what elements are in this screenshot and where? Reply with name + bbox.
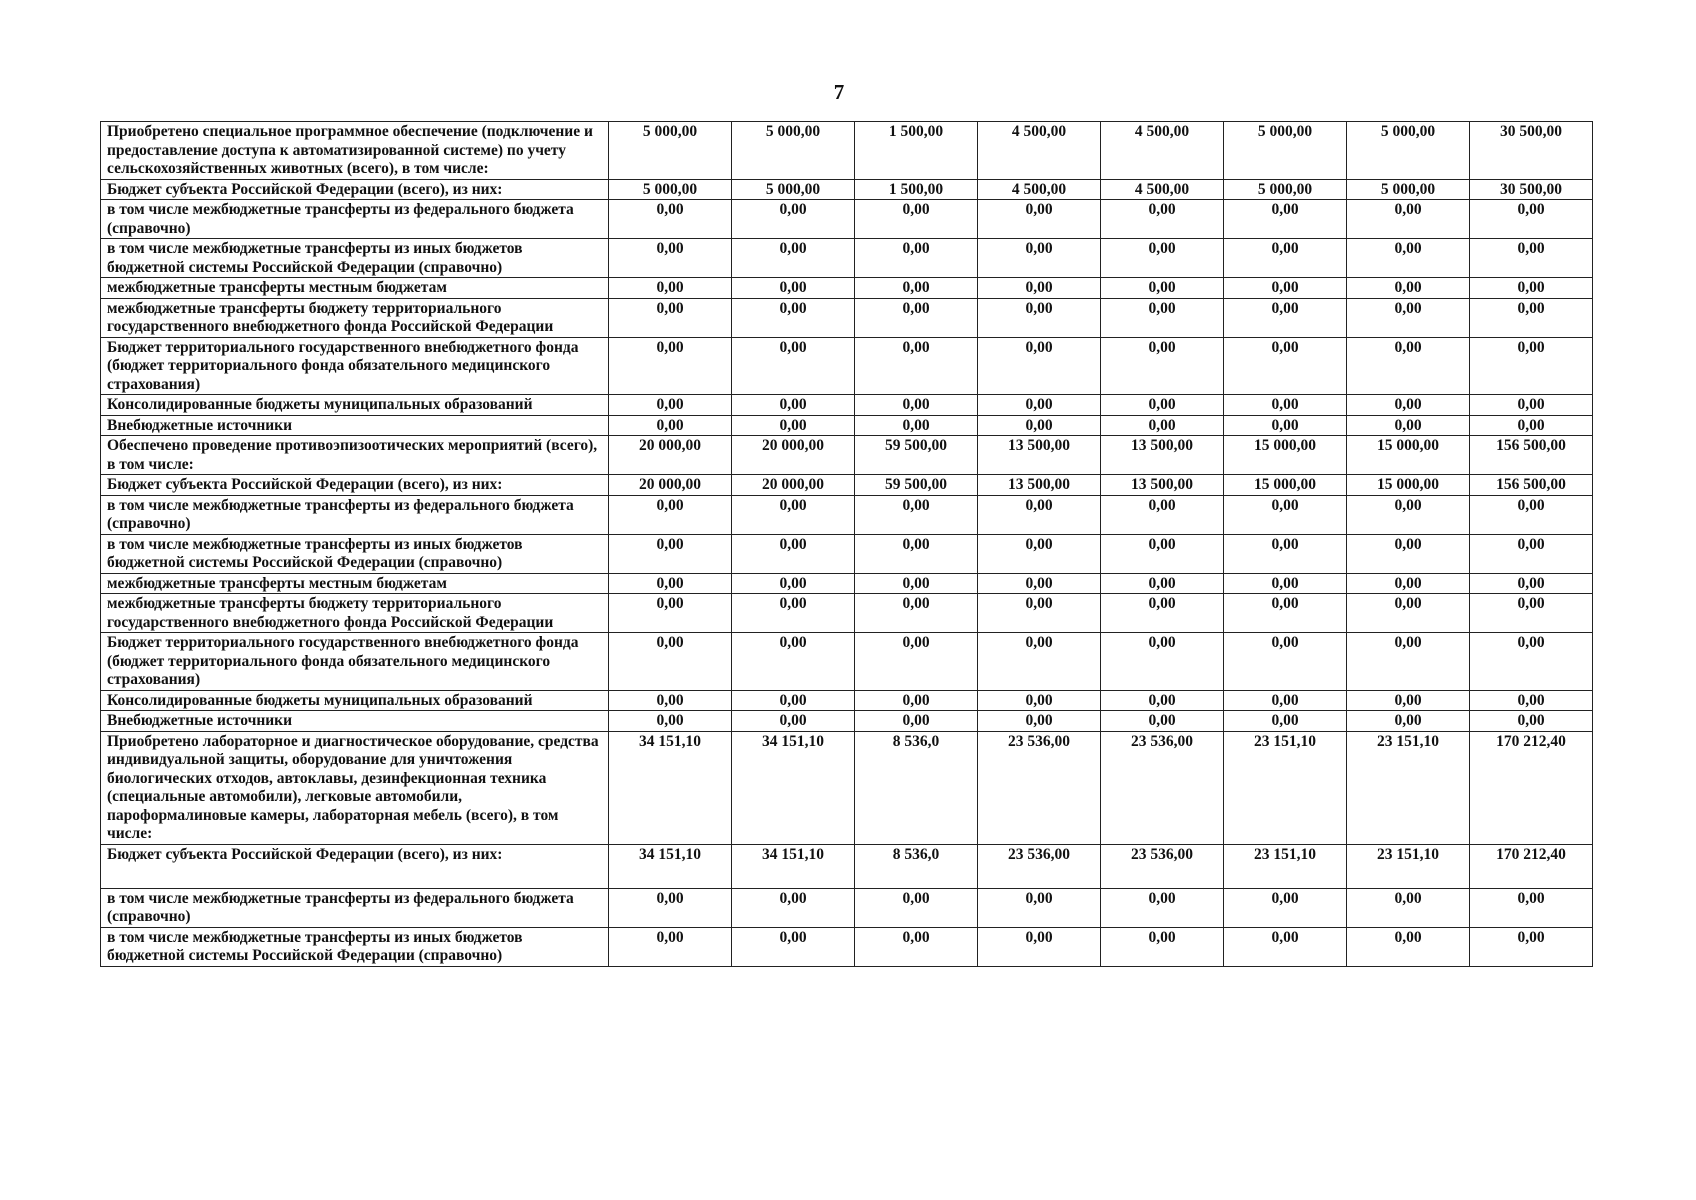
table-row xyxy=(101,122,1593,180)
value-cell: 13 500,00 xyxy=(1101,475,1224,496)
value-cell: 4 500,00 xyxy=(978,122,1101,180)
table-row xyxy=(101,888,1593,927)
value-cell: 0,00 xyxy=(1224,690,1347,711)
row-label: Бюджет субъекта Российской Федерации (всего), из них: xyxy=(101,179,609,200)
value-cell: 0,00 xyxy=(855,337,978,395)
value-cell: 0,00 xyxy=(855,690,978,711)
value-cell: 0,00 xyxy=(1470,711,1593,732)
value-cell: 23 151,10 xyxy=(1224,844,1347,888)
row-label: Внебюджетные источники xyxy=(101,415,609,436)
value-cell: 15 000,00 xyxy=(1347,475,1470,496)
value-cell: 20 000,00 xyxy=(732,475,855,496)
value-cell: 0,00 xyxy=(978,927,1101,966)
row-label: Бюджет территориального государственного внебюджетного фонда (бюджет территориального фонда обязательного медицинского страхования) xyxy=(101,337,609,395)
value-cell: 0,00 xyxy=(1224,633,1347,691)
value-cell: 5 000,00 xyxy=(1224,179,1347,200)
value-cell: 4 500,00 xyxy=(1101,179,1224,200)
value-cell: 0,00 xyxy=(1347,927,1470,966)
budget-table xyxy=(100,121,1593,967)
value-cell: 59 500,00 xyxy=(855,475,978,496)
row-label: в том числе межбюджетные трансферты из иных бюджетов бюджетной системы Российской Федерации (справочно) xyxy=(101,239,609,278)
value-cell: 34 151,10 xyxy=(609,844,732,888)
value-cell: 0,00 xyxy=(855,298,978,337)
table-row xyxy=(101,495,1593,534)
value-cell: 0,00 xyxy=(1470,633,1593,691)
value-cell: 0,00 xyxy=(1101,395,1224,416)
value-cell: 0,00 xyxy=(855,594,978,633)
value-cell: 0,00 xyxy=(732,888,855,927)
row-label: Внебюджетные источники xyxy=(101,711,609,732)
value-cell: 0,00 xyxy=(1470,927,1593,966)
value-cell: 0,00 xyxy=(609,633,732,691)
value-cell: 0,00 xyxy=(1101,415,1224,436)
value-cell: 0,00 xyxy=(609,239,732,278)
value-cell: 13 500,00 xyxy=(1101,436,1224,475)
value-cell: 0,00 xyxy=(1470,278,1593,299)
value-cell: 0,00 xyxy=(732,594,855,633)
table-row xyxy=(101,711,1593,732)
value-cell: 4 500,00 xyxy=(978,179,1101,200)
value-cell: 23 536,00 xyxy=(1101,731,1224,844)
value-cell: 1 500,00 xyxy=(855,179,978,200)
value-cell: 0,00 xyxy=(732,633,855,691)
value-cell: 34 151,10 xyxy=(732,844,855,888)
value-cell: 0,00 xyxy=(1101,573,1224,594)
value-cell: 0,00 xyxy=(609,415,732,436)
row-label: в том числе межбюджетные трансферты из иных бюджетов бюджетной системы Российской Федерации (справочно) xyxy=(101,534,609,573)
value-cell: 0,00 xyxy=(1224,534,1347,573)
value-cell: 0,00 xyxy=(1470,239,1593,278)
value-cell: 0,00 xyxy=(1224,298,1347,337)
value-cell: 0,00 xyxy=(1224,927,1347,966)
value-cell: 0,00 xyxy=(978,395,1101,416)
value-cell: 15 000,00 xyxy=(1347,436,1470,475)
value-cell: 0,00 xyxy=(732,200,855,239)
value-cell: 0,00 xyxy=(1347,298,1470,337)
value-cell: 0,00 xyxy=(1347,415,1470,436)
row-label: в том числе межбюджетные трансферты из иных бюджетов бюджетной системы Российской Федерации (справочно) xyxy=(101,927,609,966)
budget-table-body xyxy=(101,122,1593,967)
value-cell: 59 500,00 xyxy=(855,436,978,475)
value-cell: 156 500,00 xyxy=(1470,475,1593,496)
value-cell: 13 500,00 xyxy=(978,436,1101,475)
value-cell: 0,00 xyxy=(1101,337,1224,395)
value-cell: 0,00 xyxy=(1347,633,1470,691)
table-row xyxy=(101,278,1593,299)
value-cell: 0,00 xyxy=(1224,200,1347,239)
value-cell: 0,00 xyxy=(1224,278,1347,299)
value-cell: 0,00 xyxy=(1347,711,1470,732)
value-cell: 23 536,00 xyxy=(978,844,1101,888)
value-cell: 0,00 xyxy=(855,278,978,299)
table-row xyxy=(101,337,1593,395)
value-cell: 0,00 xyxy=(609,278,732,299)
value-cell: 5 000,00 xyxy=(1347,122,1470,180)
value-cell: 0,00 xyxy=(1101,298,1224,337)
value-cell: 170 212,40 xyxy=(1470,844,1593,888)
value-cell: 0,00 xyxy=(978,200,1101,239)
value-cell: 0,00 xyxy=(978,573,1101,594)
value-cell: 0,00 xyxy=(855,495,978,534)
table-row xyxy=(101,415,1593,436)
value-cell: 0,00 xyxy=(1101,888,1224,927)
value-cell: 0,00 xyxy=(1101,534,1224,573)
value-cell: 0,00 xyxy=(1101,927,1224,966)
value-cell: 0,00 xyxy=(1470,200,1593,239)
table-row xyxy=(101,927,1593,966)
value-cell: 5 000,00 xyxy=(1224,122,1347,180)
value-cell: 0,00 xyxy=(978,633,1101,691)
value-cell: 0,00 xyxy=(978,337,1101,395)
value-cell: 0,00 xyxy=(732,711,855,732)
value-cell: 0,00 xyxy=(1347,395,1470,416)
value-cell: 0,00 xyxy=(855,927,978,966)
value-cell: 8 536,0 xyxy=(855,844,978,888)
value-cell: 0,00 xyxy=(1224,888,1347,927)
value-cell: 0,00 xyxy=(732,298,855,337)
table-row xyxy=(101,573,1593,594)
row-label: Бюджет территориального государственного внебюджетного фонда (бюджет территориального фонда обязательного медицинского страхования) xyxy=(101,633,609,691)
value-cell: 0,00 xyxy=(1470,298,1593,337)
value-cell: 0,00 xyxy=(978,239,1101,278)
value-cell: 156 500,00 xyxy=(1470,436,1593,475)
row-label: межбюджетные трансферты местным бюджетам xyxy=(101,278,609,299)
value-cell: 0,00 xyxy=(1470,690,1593,711)
table-row xyxy=(101,298,1593,337)
value-cell: 0,00 xyxy=(609,495,732,534)
value-cell: 5 000,00 xyxy=(609,179,732,200)
value-cell: 30 500,00 xyxy=(1470,122,1593,180)
value-cell: 0,00 xyxy=(855,573,978,594)
value-cell: 0,00 xyxy=(855,239,978,278)
value-cell: 0,00 xyxy=(1101,239,1224,278)
value-cell: 0,00 xyxy=(978,415,1101,436)
value-cell: 0,00 xyxy=(1347,337,1470,395)
value-cell: 0,00 xyxy=(1347,239,1470,278)
value-cell: 0,00 xyxy=(1101,633,1224,691)
table-row xyxy=(101,200,1593,239)
value-cell: 15 000,00 xyxy=(1224,475,1347,496)
value-cell: 20 000,00 xyxy=(609,475,732,496)
value-cell: 0,00 xyxy=(1347,888,1470,927)
table-row xyxy=(101,594,1593,633)
value-cell: 0,00 xyxy=(855,888,978,927)
table-row xyxy=(101,436,1593,475)
value-cell: 0,00 xyxy=(1470,573,1593,594)
value-cell: 0,00 xyxy=(1101,200,1224,239)
value-cell: 0,00 xyxy=(1347,594,1470,633)
value-cell: 0,00 xyxy=(978,534,1101,573)
value-cell: 0,00 xyxy=(732,278,855,299)
value-cell: 0,00 xyxy=(1347,495,1470,534)
value-cell: 0,00 xyxy=(609,298,732,337)
table-row xyxy=(101,475,1593,496)
value-cell: 0,00 xyxy=(1347,690,1470,711)
value-cell: 0,00 xyxy=(609,927,732,966)
value-cell: 0,00 xyxy=(1470,594,1593,633)
row-label: Обеспечено проведение противоэпизоотических мероприятий (всего), в том числе: xyxy=(101,436,609,475)
row-label: межбюджетные трансферты местным бюджетам xyxy=(101,573,609,594)
value-cell: 0,00 xyxy=(609,395,732,416)
value-cell: 4 500,00 xyxy=(1101,122,1224,180)
value-cell: 0,00 xyxy=(609,573,732,594)
value-cell: 23 151,10 xyxy=(1224,731,1347,844)
value-cell: 0,00 xyxy=(855,415,978,436)
table-row xyxy=(101,844,1593,888)
row-label: Приобретено специальное программное обеспечение (подключение и предоставление доступа к автоматизированной системе) по учету сельскохозяйственных животных (всего), в том числе: xyxy=(101,122,609,180)
value-cell: 0,00 xyxy=(732,573,855,594)
value-cell: 0,00 xyxy=(1101,278,1224,299)
table-row xyxy=(101,633,1593,691)
value-cell: 0,00 xyxy=(1101,711,1224,732)
table-row xyxy=(101,731,1593,844)
row-label: Консолидированные бюджеты муниципальных образований xyxy=(101,395,609,416)
value-cell: 0,00 xyxy=(1224,594,1347,633)
row-label: Бюджет субъекта Российской Федерации (всего), из них: xyxy=(101,475,609,496)
row-label: Приобретено лабораторное и диагностическое оборудование, средства индивидуальной защиты, оборудование для уничтожения биологических отходов, автоклавы, дезинфекционная техника (специальные автомобили), легковые автомобили, пароформалиновые камеры, лабораторная мебель (всего), в том числе: xyxy=(101,731,609,844)
value-cell: 0,00 xyxy=(609,534,732,573)
value-cell: 0,00 xyxy=(609,690,732,711)
value-cell: 0,00 xyxy=(732,239,855,278)
value-cell: 34 151,10 xyxy=(732,731,855,844)
value-cell: 0,00 xyxy=(978,278,1101,299)
value-cell: 0,00 xyxy=(1224,337,1347,395)
value-cell: 1 500,00 xyxy=(855,122,978,180)
value-cell: 0,00 xyxy=(978,888,1101,927)
value-cell: 170 212,40 xyxy=(1470,731,1593,844)
value-cell: 0,00 xyxy=(732,337,855,395)
value-cell: 0,00 xyxy=(1470,495,1593,534)
value-cell: 0,00 xyxy=(978,298,1101,337)
row-label: межбюджетные трансферты бюджету территориального государственного внебюджетного фонда Российской Федерации xyxy=(101,594,609,633)
value-cell: 0,00 xyxy=(609,337,732,395)
value-cell: 0,00 xyxy=(855,633,978,691)
value-cell: 5 000,00 xyxy=(732,179,855,200)
value-cell: 20 000,00 xyxy=(732,436,855,475)
value-cell: 0,00 xyxy=(855,711,978,732)
value-cell: 0,00 xyxy=(1470,888,1593,927)
value-cell: 0,00 xyxy=(1224,495,1347,534)
value-cell: 0,00 xyxy=(855,395,978,416)
value-cell: 0,00 xyxy=(732,927,855,966)
table-row xyxy=(101,690,1593,711)
value-cell: 23 151,10 xyxy=(1347,844,1470,888)
value-cell: 0,00 xyxy=(978,711,1101,732)
value-cell: 0,00 xyxy=(1470,534,1593,573)
value-cell: 0,00 xyxy=(1224,415,1347,436)
value-cell: 0,00 xyxy=(1101,594,1224,633)
value-cell: 0,00 xyxy=(1347,200,1470,239)
value-cell: 13 500,00 xyxy=(978,475,1101,496)
value-cell: 5 000,00 xyxy=(1347,179,1470,200)
page-number: 7 xyxy=(833,80,845,104)
value-cell: 0,00 xyxy=(1224,395,1347,416)
value-cell: 34 151,10 xyxy=(609,731,732,844)
value-cell: 0,00 xyxy=(978,594,1101,633)
value-cell: 0,00 xyxy=(732,395,855,416)
row-label: в том числе межбюджетные трансферты из федерального бюджета (справочно) xyxy=(101,888,609,927)
value-cell: 0,00 xyxy=(1101,495,1224,534)
table-row xyxy=(101,395,1593,416)
value-cell: 0,00 xyxy=(855,200,978,239)
value-cell: 0,00 xyxy=(1470,395,1593,416)
table-row xyxy=(101,239,1593,278)
value-cell: 0,00 xyxy=(1101,690,1224,711)
value-cell: 5 000,00 xyxy=(609,122,732,180)
table-row xyxy=(101,179,1593,200)
value-cell: 0,00 xyxy=(855,534,978,573)
value-cell: 0,00 xyxy=(1224,711,1347,732)
value-cell: 0,00 xyxy=(1347,278,1470,299)
value-cell: 0,00 xyxy=(1224,239,1347,278)
value-cell: 23 151,10 xyxy=(1347,731,1470,844)
value-cell: 20 000,00 xyxy=(609,436,732,475)
value-cell: 5 000,00 xyxy=(732,122,855,180)
value-cell: 0,00 xyxy=(609,711,732,732)
value-cell: 0,00 xyxy=(1347,573,1470,594)
value-cell: 0,00 xyxy=(1224,573,1347,594)
row-label: Консолидированные бюджеты муниципальных образований xyxy=(101,690,609,711)
value-cell: 0,00 xyxy=(609,200,732,239)
value-cell: 0,00 xyxy=(732,534,855,573)
value-cell: 30 500,00 xyxy=(1470,179,1593,200)
value-cell: 0,00 xyxy=(732,495,855,534)
value-cell: 0,00 xyxy=(1470,415,1593,436)
row-label: в том числе межбюджетные трансферты из федерального бюджета (справочно) xyxy=(101,495,609,534)
value-cell: 0,00 xyxy=(732,690,855,711)
value-cell: 0,00 xyxy=(1347,534,1470,573)
value-cell: 0,00 xyxy=(609,594,732,633)
value-cell: 0,00 xyxy=(1470,337,1593,395)
value-cell: 15 000,00 xyxy=(1224,436,1347,475)
value-cell: 23 536,00 xyxy=(978,731,1101,844)
value-cell: 0,00 xyxy=(609,888,732,927)
table-row xyxy=(101,534,1593,573)
value-cell: 0,00 xyxy=(732,415,855,436)
row-label: Бюджет субъекта Российской Федерации (всего), из них: xyxy=(101,844,609,888)
value-cell: 8 536,0 xyxy=(855,731,978,844)
row-label: межбюджетные трансферты бюджету территориального государственного внебюджетного фонда Российской Федерации xyxy=(101,298,609,337)
value-cell: 0,00 xyxy=(978,690,1101,711)
value-cell: 0,00 xyxy=(978,495,1101,534)
row-label: в том числе межбюджетные трансферты из федерального бюджета (справочно) xyxy=(101,200,609,239)
value-cell: 23 536,00 xyxy=(1101,844,1224,888)
